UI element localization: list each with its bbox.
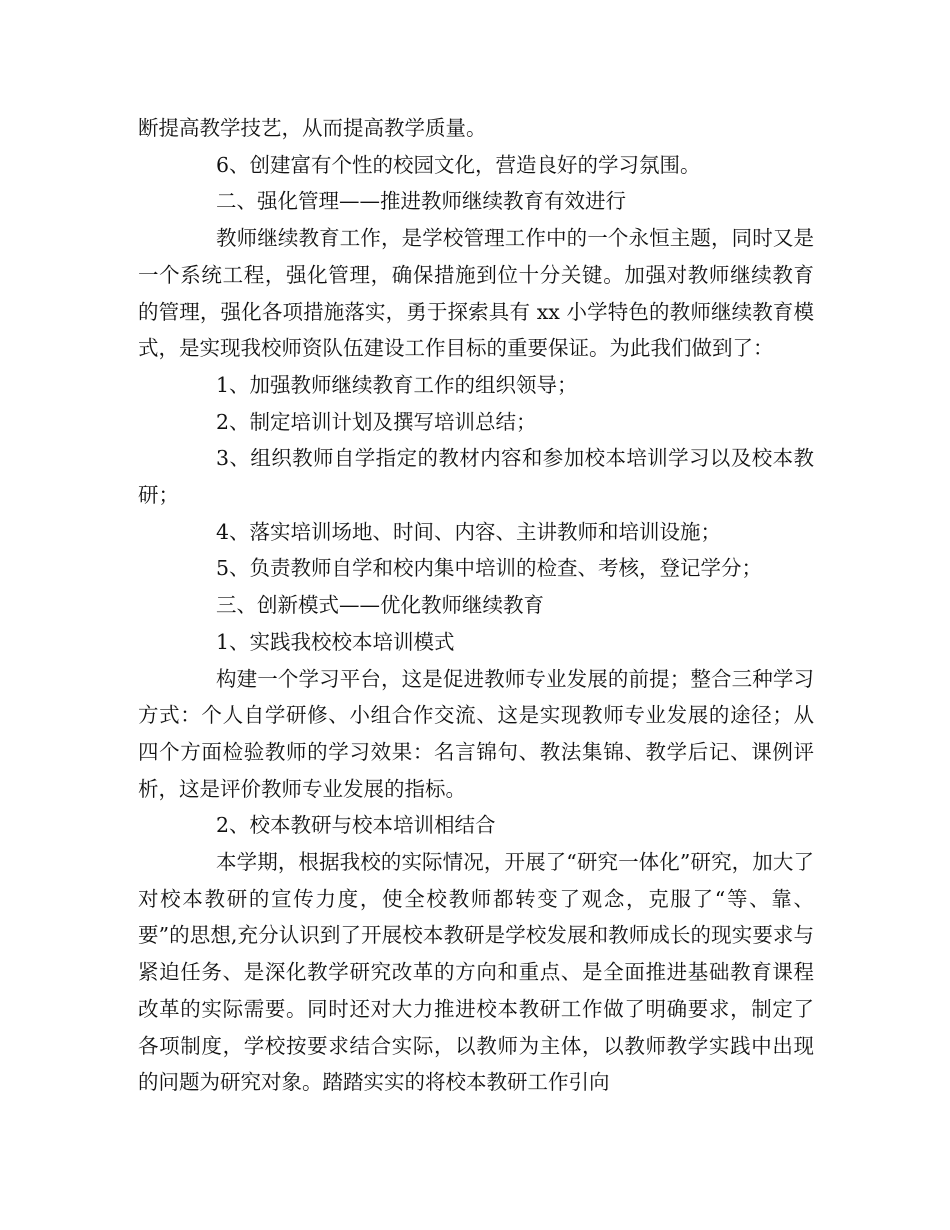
paragraph-semester: 本学期，根据我校的实际情况，开展了“研究一体化”研究，加大了对校本教研的宣传力度，使全校教师都转变了观念，克服了“等、靠、要”的思想,充分认识到了开展校本教研是学校发展和教师成长的现实要求与紧迫任务、是深化教学研究改革的方向和重点、是全面推进基础教育课程改革的实际需要。同时还对大力推进校本教研工作做了明确要求，制定了各项制度，学校按要求结合实际，以教师为主体，以教师教学实践中出现的问题为研究对象。踏踏实实的将校本教研工作引向 <box>138 850 814 1095</box>
section-heading-3: 三、创新模式——优化教师继续教育 <box>216 593 544 618</box>
document-body <box>138 110 814 1101</box>
list-item-4: 4、落实培训场地、时间、内容、主讲教师和培训设施； <box>216 519 722 544</box>
section-heading-2: 二、强化管理——推进教师继续教育有效进行 <box>216 189 626 214</box>
subheading-1: 1、实践我校校本培训模式 <box>216 629 455 654</box>
paragraph-continuation: 断提高教学技艺，从而提高教学质量。 <box>138 116 487 140</box>
paragraph-platform: 构建一个学习平台，这是促进教师专业发展的前提；整合三种学习方式：个人自学研修、小组合作交流、这是实现教师专业发展的途径；从四个方面检验教师的学习效果：名言锦句、教法集锦、教学后记、课例评析，这是评价教师专业发展的指标。 <box>138 666 814 801</box>
list-item-2: 2、制定培训计划及撰写培训总结； <box>216 409 537 434</box>
subheading-2: 2、校本教研与校本培训相结合 <box>216 813 496 838</box>
paragraph-management: 教师继续教育工作，是学校管理工作中的一个永恒主题，同时又是一个系统工程，强化管理，确保措施到位十分关键。加强对教师继续教育的管理，强化各项措施落实，勇于探索具有 xx 小学特色的教师继续教育模式，是实现我校师资队伍建设工作目标的重要保证。为此我们做到了： <box>138 226 814 361</box>
list-item-3: 3、组织教师自学指定的教材内容和参加校本培训学习以及校本教研； <box>138 446 814 508</box>
list-item-1: 1、加强教师继续教育工作的组织领导； <box>216 372 578 397</box>
paragraph-item-6: 6、创建富有个性的校园文化，营造良好的学习氛围。 <box>216 152 701 177</box>
list-item-5: 5、负责教师自学和校内集中培训的检查、考核，登记学分； <box>216 556 763 581</box>
